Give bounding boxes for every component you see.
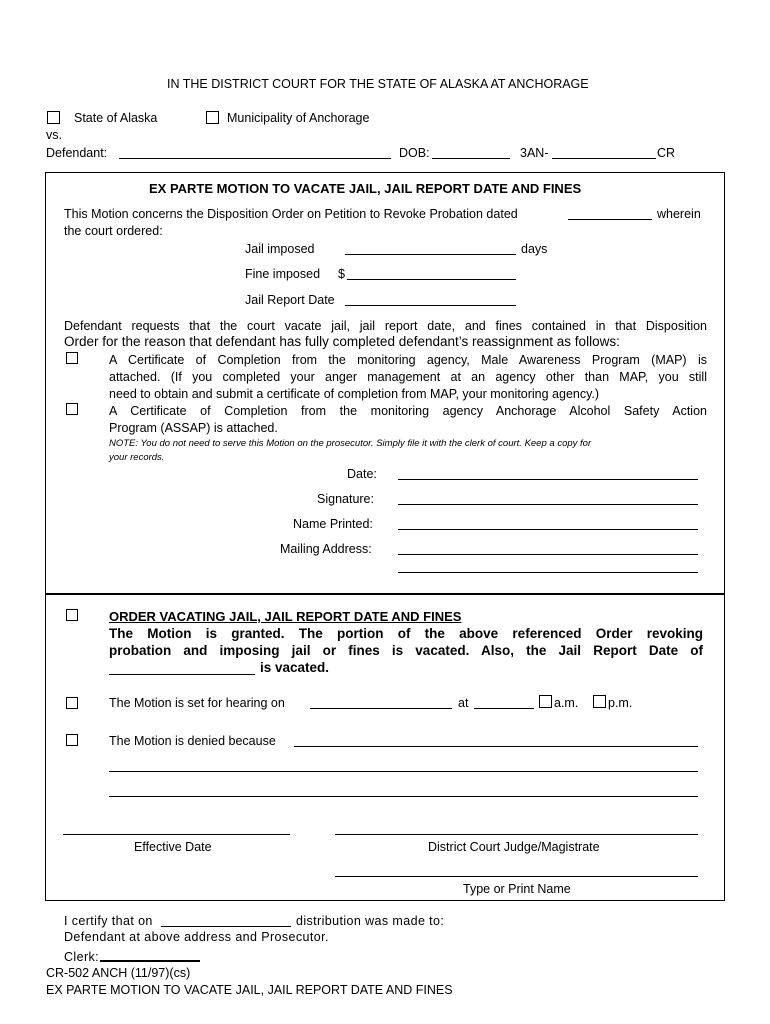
- case-suffix-label: CR: [657, 146, 676, 160]
- state-of-alaska-label: State of Alaska: [74, 111, 158, 125]
- mailing-address-field-1[interactable]: [398, 554, 698, 555]
- motion-title: EX PARTE MOTION TO VACATE JAIL, JAIL REPORT DATE AND FINES: [149, 181, 582, 196]
- fine-imposed-field[interactable]: [347, 279, 516, 280]
- name-printed-field[interactable]: [398, 529, 698, 530]
- note-line1: NOTE: You do not need to serve this Motion on the prosecutor. Simply file it with the clerk of court. Keep a copy for: [109, 438, 592, 449]
- case-prefix-label: 3AN-: [520, 146, 549, 160]
- judge-signature-field[interactable]: [335, 834, 698, 835]
- state-of-alaska-checkbox[interactable]: [47, 111, 60, 124]
- order-granted-checkbox[interactable]: [66, 609, 78, 621]
- intro-text: This Motion concerns the Disposition Order on Petition to Revoke Probation dated: [64, 207, 518, 221]
- option2-line2: Program (ASSAP) is attached.: [109, 421, 278, 435]
- fine-imposed-label: Fine imposed: [245, 267, 321, 281]
- am-checkbox[interactable]: [539, 695, 552, 708]
- date-label: Date:: [347, 467, 377, 481]
- hearing-time-field[interactable]: [474, 708, 534, 709]
- vs-label: vs.: [46, 128, 62, 142]
- denied-reason-field-2[interactable]: [109, 771, 698, 772]
- certify-line2: Defendant at above address and Prosecutor.: [64, 930, 329, 944]
- hearing-date-field[interactable]: [310, 708, 452, 709]
- jail-imposed-field[interactable]: [345, 254, 516, 255]
- defendant-field[interactable]: [119, 158, 391, 159]
- denied-label: The Motion is denied because: [109, 734, 276, 748]
- option1-line3: need to obtain and submit a certificate of completion from MAP, your monitoring agency.): [109, 387, 600, 401]
- option2-line1: A Certificate of Completion from the monitoring agency Anchorage Alcohol Safety Action: [109, 404, 707, 418]
- pm-checkbox[interactable]: [593, 695, 606, 708]
- days-label: days: [521, 242, 548, 256]
- am-label: a.m.: [554, 696, 579, 710]
- municipality-label: Municipality of Anchorage: [227, 111, 370, 125]
- effective-date-label: Effective Date: [134, 840, 212, 854]
- court-ordered-text: the court ordered:: [64, 224, 163, 238]
- clerk-field[interactable]: [100, 960, 200, 962]
- dob-field[interactable]: [432, 158, 510, 159]
- granted-line3: is vacated.: [260, 660, 330, 675]
- municipality-checkbox[interactable]: [206, 111, 219, 124]
- request-text-line1: Defendant requests that the court vacate jail, jail report date, and fines contained in that Disposition: [64, 319, 707, 333]
- certify-prefix: I certify that on: [64, 914, 153, 928]
- date-field[interactable]: [398, 479, 698, 480]
- new-jail-report-date-field[interactable]: [109, 674, 255, 675]
- denied-checkbox[interactable]: [66, 734, 78, 746]
- defendant-label: Defendant:: [46, 146, 108, 160]
- order-title: ORDER VACATING JAIL, JAIL REPORT DATE AND FINES: [109, 609, 462, 624]
- dollar-sign: $: [338, 267, 345, 281]
- effective-date-field[interactable]: [63, 834, 290, 835]
- map-certificate-checkbox[interactable]: [66, 352, 78, 364]
- denied-reason-field-3[interactable]: [109, 796, 698, 797]
- case-number-field[interactable]: [552, 158, 656, 159]
- option1-line2: attached. (If you completed your anger management at an agency other than MAP, you still: [109, 370, 707, 384]
- at-label: at: [458, 696, 469, 710]
- granted-line1: The Motion is granted. The portion of the above referenced Order revoking: [109, 626, 703, 641]
- certify-date-field[interactable]: [161, 926, 291, 927]
- jail-imposed-label: Jail imposed: [245, 242, 315, 256]
- granted-line2: probation and imposing jail or fines is vacated. Also, the Jail Report Date of: [109, 643, 703, 658]
- note-line2: your records.: [109, 452, 165, 463]
- request-text-line2: Order for the reason that defendant has fully completed defendant’s reassignment as follows:: [64, 334, 620, 349]
- denied-reason-field-1[interactable]: [294, 746, 698, 747]
- jail-report-date-label: Jail Report Date: [245, 293, 335, 307]
- wherein-text: wherein: [657, 207, 701, 221]
- court-title: IN THE DISTRICT COURT FOR THE STATE OF ALASKA AT ANCHORAGE: [167, 77, 589, 91]
- signature-label: Signature:: [317, 492, 374, 506]
- type-print-name-field[interactable]: [335, 876, 698, 877]
- certify-suffix: distribution was made to:: [296, 914, 445, 928]
- mailing-address-field-2[interactable]: [398, 572, 698, 573]
- name-printed-label: Name Printed:: [293, 517, 373, 531]
- mailing-address-label: Mailing Address:: [280, 542, 372, 556]
- type-print-name-label: Type or Print Name: [463, 882, 571, 896]
- clerk-label: Clerk:: [64, 950, 100, 964]
- option1-line1: A Certificate of Completion from the monitoring agency, Male Awareness Program (MAP) is: [109, 353, 707, 367]
- hearing-checkbox[interactable]: [66, 697, 78, 709]
- disposition-date-field[interactable]: [568, 219, 652, 220]
- form-footer-title: EX PARTE MOTION TO VACATE JAIL, JAIL REPORT DATE AND FINES: [46, 983, 453, 997]
- pm-label: p.m.: [608, 696, 633, 710]
- dob-label: DOB:: [399, 146, 430, 160]
- jail-report-date-field[interactable]: [345, 305, 516, 306]
- hearing-label: The Motion is set for hearing on: [109, 696, 285, 710]
- signature-field[interactable]: [398, 504, 698, 505]
- assap-certificate-checkbox[interactable]: [66, 403, 78, 415]
- form-number: CR-502 ANCH (11/97)(cs): [46, 966, 191, 980]
- judge-label: District Court Judge/Magistrate: [428, 840, 600, 854]
